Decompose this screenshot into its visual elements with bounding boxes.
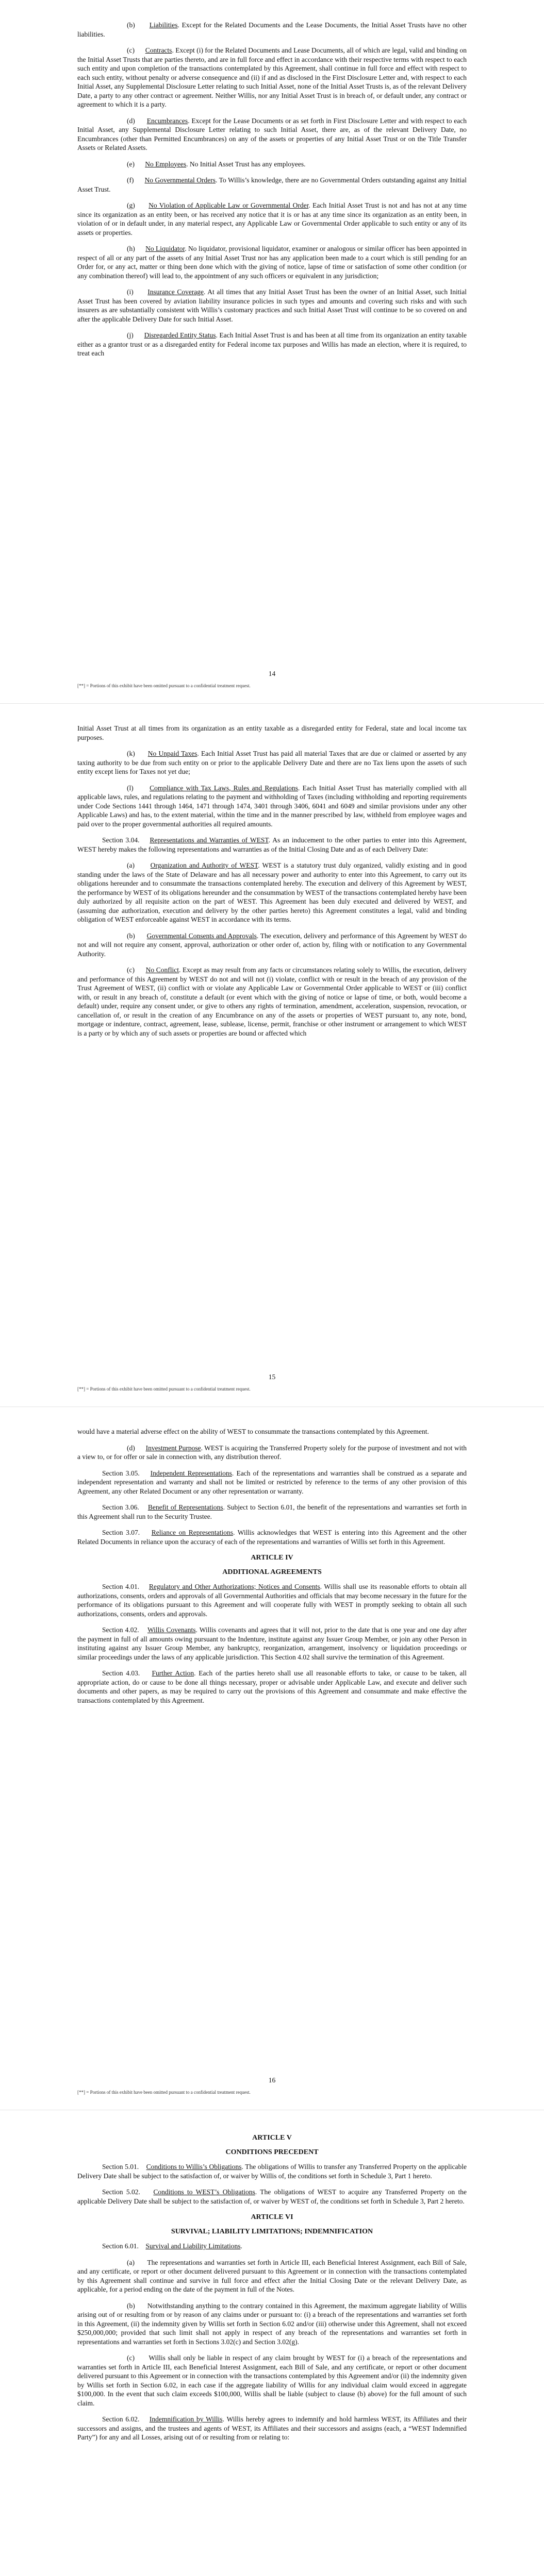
page-number: 16 xyxy=(268,2076,276,2084)
paragraph: (i) Insurance Coverage. At all times that any Initial Asset Trust has been the owner of an Initial Asset, such Initial Asset Trust has been covered by aviation liability insurance policies in such types and amounts and covering such risks and with such insurers as are substantially consistent with Willis’s customary practices and such Initial Asset Trust will continue to be so covered on and after the applicable Delivery Date for such Initial Asset. xyxy=(77,288,467,323)
article-title: SURVIVAL; LIABILITY LIMITATIONS; INDEMNIFICATION xyxy=(171,2228,373,2235)
section-heading: Conditions to WEST’s Obligations xyxy=(153,2188,255,2196)
section-paragraph: Section 6.01. Survival and Liability Limitations. xyxy=(102,2242,242,2250)
page-body xyxy=(77,724,467,1045)
section-paragraph: Section 5.02. Conditions to WEST’s Obligations. The obligations of WEST to acquire any Transferred Property on the applicable Delivery Date shall be subject to the satisfaction of, or waiver by WEST of, the conditions set forth in Schedule 3, Part 2 hereto. xyxy=(77,2188,467,2205)
paragraph: (g) No Violation of Applicable Law or Governmental Order. Each Initial Asset Trust is not and has not at any time since its organization as an entity been, or has received any notice that it is or has at any time since its organization as an entity been, in violation of or in default under, in any material respect, any Applicable Law or Governmental Order applicable to such entity or any of its assets or properties. xyxy=(77,201,467,236)
paragraph: (b) Liabilities. Except for the Related Documents and the Lease Documents, the Initial Asset Trusts have no other liabilities. xyxy=(77,21,467,38)
paragraph-heading: Governmental Consents and Approvals xyxy=(146,931,257,940)
paragraph: (d) Investment Purpose. WEST is acquiring the Transferred Property solely for the purpose of investment and not with a view to, or for offer or sale in connection with, any distribution thereof. xyxy=(77,1444,467,1461)
paragraph-heading: No Liquidator xyxy=(145,245,185,252)
paragraph: (d) Encumbrances. Except for the Lease Documents or as set forth in First Disclosure Letter and with respect to each Initial Asset, any Supplemental Disclosure Letter relating to such Initial Asset, there are, as of the relevant Delivery Date, no Encumbrances (other than Permitted Encumbrances) on any of the assets or properties of any Initial Asset Trust or on the Title Transfer Assets or Related Assets. xyxy=(77,116,467,151)
paragraph: (j) Disregarded Entity Status. Each Initial Asset Trust is and has been at all time from its organization an entity taxable either as a grantor trust or as a disregarded entity for Federal income tax purposes and Willis has made an election, where it is required, to treat each xyxy=(77,331,467,357)
paragraph-heading: Contracts xyxy=(145,46,172,54)
paragraph: (f) No Governmental Orders. To Willis’s knowledge, there are no Governmental Orders outstanding against any Initial Asset Trust. xyxy=(77,176,467,193)
paragraph-heading: Organization and Authority of WEST xyxy=(150,861,258,869)
article-title: CONDITIONS PRECEDENT xyxy=(225,2148,319,2156)
paragraph: Initial Asset Trust at all times from its organization as an entity taxable as a disregarded entity for Federal, state and local income tax purposes. xyxy=(77,724,467,741)
paragraph: (c) Willis shall only be liable in respect of any claim brought by WEST for (i) a breach of the representations and warranties set forth in Article III, each Beneficial Interest Assignment, each Bill of Sale, and any certificate, or report or other document delivered pursuant to this Agreement or in connection with the transactions contemplated by this Agreement and/or (ii) the indemnity given by Willis set forth in Section 6.02, in each case if the aggregate liability of Willis for any individual claim would exceed in aggregate $100,000. In the event that such claim exceeds $100,000, Willis shall be liable (subject to clause (b) above) for the full amount of such claim. xyxy=(77,2354,467,2407)
paragraph-heading: Disregarded Entity Status xyxy=(144,331,216,339)
paragraph: (b) Notwithstanding anything to the contrary contained in this Agreement, the maximum aggregate liability of Willis arising out of or resulting from or by reason of any claims under or pursuant to: (i) a breach of the representations and warranties set forth in this Agreement, (ii) the indemnity given by Willis set forth in Section 6.02 and/or (iii) otherwise under this Agreement, shall not exceed $250,000,000; provided that such limit shall not apply in respect of any breach of the representations and warranties set forth in representations and warranties set forth in Sections 3.02(c) and Section 3.02(g). xyxy=(77,2301,467,2346)
page-number: 14 xyxy=(268,670,276,677)
section-paragraph: Section 4.01. Regulatory and Other Authorizations; Notices and Consents. Willis shall use its reasonable efforts to obtain all authorizations, consents, orders and approvals of all Governmental Authorities and officials that may become necessary in the future for the performance of its obligations pursuant to this Agreement and will cooperate fully with WEST in promptly seeking to obtain all such authorizations, consents, orders and approvals. xyxy=(77,1583,467,1618)
paragraph: (a) Organization and Authority of WEST. WEST is a statutory trust duly organized, validly existing and in good standing under the laws of the State of Delaware and has all necessary power and authority to enter into this Agreement, to carry out its obligations hereunder and to consummate the transactions contemplated hereby. The execution and delivery of this Agreement by WEST, the performance by WEST of its obligations hereunder and the consummation by WEST of the transactions contemplated hereby have been duly authorized by all requisite action on the part of WEST. This Agreement has been duly executed and delivered by WEST, and (assuming due authorization, execution and delivery by the other parties hereto) this Agreement constitutes a legal, valid and binding obligation of WEST enforceable against WEST in accordance with its terms. xyxy=(77,861,467,923)
confidentiality-footnote: [**] = Portions of this exhibit have been omitted pursuant to a confidential treatment request. xyxy=(77,683,251,688)
section-paragraph: Section 3.04. Representations and Warranties of WEST. As an inducement to the other parties to enter into this Agreement, WEST hereby makes the following representations and warranties as of the Initial Closing Date and as of each Delivery Date: xyxy=(77,836,467,853)
article-number: ARTICLE V xyxy=(252,2134,292,2142)
section-heading: Regulatory and Other Authorizations; Notices and Consents xyxy=(149,1583,320,1590)
section-paragraph: Section 6.02. Indemnification by Willis. Willis hereby agrees to indemnify and hold harmless WEST, its Affiliates and their successors and assigns, and the trustees and agents of WEST, its Affiliates and their successors and assigns (each, a “WEST Indemnified Party”) for any and all Losses, arising out of or resulting from or relating to: xyxy=(77,2415,467,2441)
confidentiality-footnote: [**] = Portions of this exhibit have been omitted pursuant to a confidential treatment request. xyxy=(77,1386,251,1392)
section-paragraph: Section 3.05. Independent Representations. Each of the representations and warranties shall be construed as a separate and independent representation and warranty and shall not be limited or restricted by reference to the terms of any other provision of this Agreement, any other Related Document or any other representation or warranty. xyxy=(77,1469,467,1495)
paragraph-heading: Compliance with Tax Laws, Rules and Regulations xyxy=(150,784,298,792)
paragraph: would have a material adverse effect on the ability of WEST to consummate the transactions contemplated by this Agreement. xyxy=(77,1428,429,1435)
article-number: ARTICLE VI xyxy=(251,2213,293,2221)
paragraph: (e) No Employees. No Initial Asset Trust has any employees. xyxy=(127,160,306,168)
article-title: ADDITIONAL AGREEMENTS xyxy=(222,1568,322,1576)
paragraph-heading: No Conflict xyxy=(145,966,179,974)
section-paragraph: Section 3.06. Benefit of Representations. Subject to Section 6.01, the benefit of the representations and warranties set forth in this Agreement shall run to the Security Trustee. xyxy=(77,1503,467,1520)
paragraph: (h) No Liquidator. No liquidator, provisional liquidator, examiner or analogous or similar officer has been appointed in respect of all or any part of the assets of any Initial Asset Trust nor has any application been made to a court which is still pending for an Order for, or any act, matter or thing been done which with the giving of notice, lapse of time or satisfaction of some other condition (or any combination thereof) will lead to, the appointment of any such officers or equivalent in any jurisdiction; xyxy=(77,245,467,280)
paragraph: (k) No Unpaid Taxes. Each Initial Asset Trust has paid all material Taxes that are due or claimed or asserted by any taxing authority to be due from such entity on or prior to the applicable Delivery Date and there are no Tax liens upon the assets of such entity except liens for Taxes not yet due; xyxy=(77,750,467,775)
document-page-1 xyxy=(0,0,544,703)
section-paragraph: Section 4.03. Further Action. Each of the parties hereto shall use all reasonable efforts to take, or cause to be taken, all appropriate action, do or cause to be done all things necessary, proper or advisable under Applicable Law, and execute and deliver such documents and other papers, as may be required to carry out the provisions of this Agreement and consummate and make effective the transactions contemplated by this Agreement. xyxy=(77,1669,467,1704)
paragraph-heading: Insurance Coverage xyxy=(147,288,204,296)
section-heading: Independent Representations xyxy=(150,1469,232,1477)
section-heading: Indemnification by Willis xyxy=(149,2415,223,2423)
paragraph: (c) Contracts. Except (i) for the Related Documents and Lease Documents, all of which are legal, valid and binding on the Initial Asset Trusts that are parties thereto, and are in full force and effect in accordance with their respective terms with respect to each such entity and upon completion of the transactions contemplated by this Agreement, shall continue in full force and effect with respect to each such entity, without penalty or adverse consequence and (ii) if and as disclosed in the First Disclosure Letter and, with respect to each Initial Asset, any Supplemental Disclosure Letter relating to such Initial Asset, none of the Initial Asset Trusts is, as of the relevant Delivery Date, a party to any other contract or agreement. Neither Willis, nor any Initial Asset Trust is in breach of, or default under, any contract or agreement to which it is a party. xyxy=(77,46,467,108)
paragraph-heading: No Governmental Orders xyxy=(144,176,216,184)
paragraph: (l) Compliance with Tax Laws, Rules and Regulations. Each Initial Asset Trust has materially complied with all applicable laws, rules, and regulations relating to the payment and withholding of Taxes (including withholding and reporting requirements under Code Sections 1441 through 1464, 1471 through 1474, 3401 through 3406, 6041 and 6049 and similar provisions under any other Applicable Laws) and has, to the extent material, within the time and in the manner prescribed by law, withheld from employee wages and paid over to the proper governmental authorities all required amounts. xyxy=(77,784,467,828)
article-number: ARTICLE IV xyxy=(251,1554,293,1562)
section-heading: Conditions to Willis’s Obligations xyxy=(146,2163,242,2171)
paragraph-heading: No Violation of Applicable Law or Governmental Order xyxy=(149,201,309,209)
paragraph-heading: Encumbrances xyxy=(146,116,188,125)
page-number: 15 xyxy=(268,1373,276,1381)
section-heading: Representations and Warranties of WEST xyxy=(150,836,269,844)
section-paragraph: Section 5.01. Conditions to Willis’s Obligations. The obligations of Willis to transfer any Transferred Property on the applicable Delivery Date shall be subject to the satisfaction of, or waiver by Willis of, the conditions set forth in Schedule 3, Part 1 hereto. xyxy=(77,2163,467,2180)
document-page-2 xyxy=(0,703,544,1406)
paragraph: (b) Governmental Consents and Approvals. The execution, delivery and performance of this Agreement by WEST do not and will not require any consent, approval, authorization or other order of, action by, filing with or notification to any Governmental Authority. xyxy=(77,931,467,958)
document-page-3 xyxy=(0,1406,544,2110)
page-body xyxy=(77,21,467,365)
paragraph-heading: No Employees xyxy=(145,160,187,168)
page-body xyxy=(77,1427,467,1712)
section-heading: Survival and Liability Limitations xyxy=(145,2242,241,2250)
paragraph: (a) The representations and warranties set forth in Article III, each Beneficial Interest Assignment, each Bill of Sale, and any certificate, or report or other document delivered pursuant to this Agreement or in connection with the transactions contemplated by this Agreement shall continue and survive in full force and effect after the Initial Closing Date or the relevant Delivery Date, as applicable, for a period ending on the date of the payment in full of the Notes. xyxy=(77,2258,467,2293)
section-heading: Further Action xyxy=(152,1669,194,1677)
document-page-4 xyxy=(0,2110,544,2576)
section-heading: Reliance on Representations xyxy=(151,1529,233,1536)
confidentiality-footnote: [**] = Portions of this exhibit have been omitted pursuant to a confidential treatment request. xyxy=(77,2090,251,2095)
section-heading: Willis Covenants xyxy=(147,1626,196,1634)
paragraph-heading: Investment Purpose xyxy=(145,1444,201,1452)
section-paragraph: Section 4.02. Willis Covenants. Willis covenants and agrees that it will not, prior to the date that is one year and one day after the payment in full of all amounts owing pursuant to the Indenture, institute against any Issuer Group Member, or join any other Person in instituting against any Issuer Group Member, any bankruptcy, reorganization, arrangement, insolvency or liquidation proceedings or similar proceedings under the laws of any applicable jurisdiction. This Section 4.02 shall survive the termination of this Agreement. xyxy=(77,1626,467,1661)
paragraph-heading: No Unpaid Taxes xyxy=(147,750,197,757)
paragraph: (c) No Conflict. Except as may result from any facts or circumstances relating solely to Willis, the execution, delivery and performance of this Agreement by WEST do not and will not (i) violate, conflict with or result in the breach of any provision of the Trust Agreement of WEST, (ii) conflict with or violate any Applicable Law or Governmental Order applicable to WEST or (iii) conflict with, or result in any breach of, constitute a default (or event which with the giving of notice or lapse of time, or both, would become a default) under, require any consent under, or give to others any rights of termination, amendment, acceleration, suspension, revocation, or cancellation of, or result in the creation of any Encumbrance on any of the assets or properties of WEST pursuant to, any note, bond, mortgage or indenture, contract, agreement, lease, sublease, license, permit, franchise or other instrument or arrangement to which WEST is a party or by which any of such assets or properties are bound or affected which xyxy=(77,966,467,1037)
section-heading: Benefit of Representations xyxy=(147,1503,223,1511)
paragraph-heading: Liabilities xyxy=(149,21,178,29)
section-paragraph: Section 3.07. Reliance on Representations. Willis acknowledges that WEST is entering into this Agreement and the other Related Documents in reliance upon the accuracy of each of the representations and warranties of Willis set forth in this Agreement. xyxy=(77,1529,467,1546)
page-body xyxy=(77,2130,467,2449)
